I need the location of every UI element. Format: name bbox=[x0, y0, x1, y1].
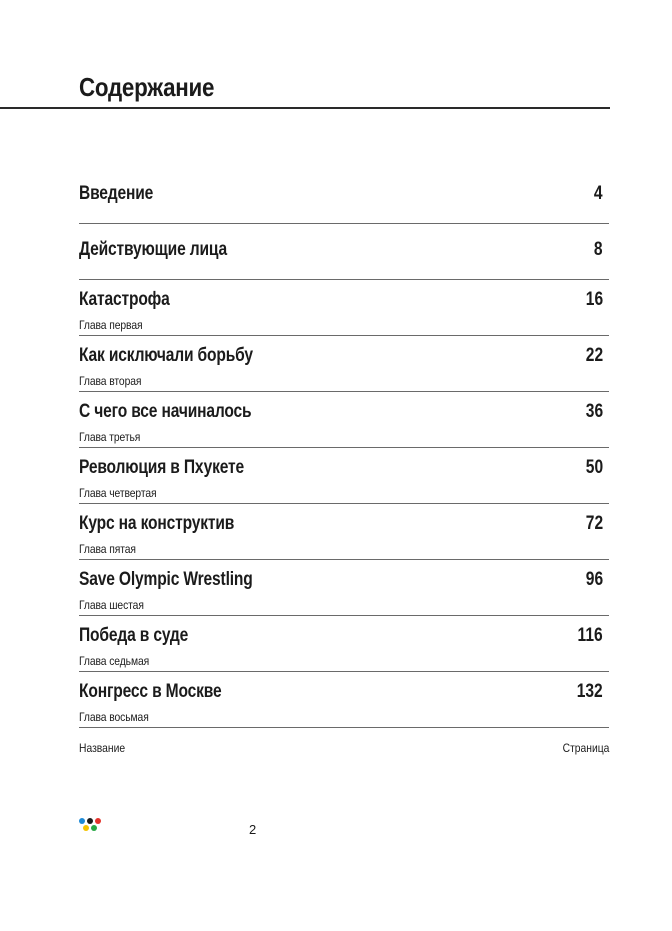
toc-entry-chapter: Глава вторая bbox=[79, 374, 142, 388]
toc-entry-page: 16 bbox=[585, 289, 603, 310]
toc-entry-chapter: Глава первая bbox=[79, 318, 143, 332]
title-divider bbox=[0, 107, 610, 109]
toc-entry[interactable] bbox=[79, 336, 609, 392]
logo-dot bbox=[91, 825, 97, 831]
toc-entry-title: Введение bbox=[79, 183, 154, 204]
column-label-name: Название bbox=[79, 741, 126, 755]
toc-entry-chapter: Глава четвертая bbox=[79, 486, 157, 500]
page-title: Содержание bbox=[79, 72, 215, 102]
toc-entry-title: Save Olympic Wrestling bbox=[79, 569, 253, 590]
toc-entry-page: 72 bbox=[585, 513, 603, 534]
toc-entry[interactable] bbox=[79, 672, 609, 728]
toc-entry-title: Как исключали борьбу bbox=[79, 345, 253, 366]
toc-entry[interactable] bbox=[79, 392, 609, 448]
toc-entry[interactable] bbox=[79, 224, 609, 280]
toc-entry-title: Курс на конструктив bbox=[79, 513, 235, 534]
toc-entry-page: 132 bbox=[577, 681, 603, 702]
toc-entry-page: 96 bbox=[585, 569, 603, 590]
toc-entry-title: Революция в Пхукете bbox=[79, 457, 245, 478]
toc-entry-title: Конгресс в Москве bbox=[79, 681, 222, 702]
toc-entry-chapter: Глава пятая bbox=[79, 542, 136, 556]
logo-dot bbox=[79, 818, 85, 824]
logo-dot bbox=[87, 818, 93, 824]
toc-entry[interactable] bbox=[79, 616, 609, 672]
toc-entry-title: Катастрофа bbox=[79, 289, 170, 310]
toc-entry-title: С чего все начиналось bbox=[79, 401, 252, 422]
logo-dot bbox=[83, 825, 89, 831]
toc-entry[interactable] bbox=[79, 280, 609, 336]
table-of-contents bbox=[79, 168, 609, 728]
toc-entry[interactable] bbox=[79, 448, 609, 504]
toc-entry-chapter: Глава шестая bbox=[79, 598, 144, 612]
toc-entry-title: Действующие лица bbox=[79, 239, 227, 260]
toc-entry-page: 4 bbox=[594, 183, 603, 204]
toc-entry-chapter: Глава седьмая bbox=[79, 654, 150, 668]
olympic-rings-logo-icon bbox=[79, 818, 109, 836]
column-label-page: Страница bbox=[562, 741, 609, 755]
toc-entry-page: 22 bbox=[585, 345, 603, 366]
toc-entry[interactable] bbox=[79, 504, 609, 560]
toc-entry[interactable] bbox=[79, 560, 609, 616]
page-number: 2 bbox=[249, 822, 257, 837]
toc-entry-title: Победа в суде bbox=[79, 625, 189, 646]
logo-dot bbox=[95, 818, 101, 824]
toc-entry-chapter: Глава восьмая bbox=[79, 710, 149, 724]
toc-entry[interactable] bbox=[79, 168, 609, 224]
toc-entry-page: 50 bbox=[585, 457, 603, 478]
toc-entry-page: 116 bbox=[577, 625, 603, 646]
toc-entry-chapter: Глава третья bbox=[79, 430, 141, 444]
toc-entry-page: 8 bbox=[594, 239, 603, 260]
toc-entry-page: 36 bbox=[585, 401, 603, 422]
